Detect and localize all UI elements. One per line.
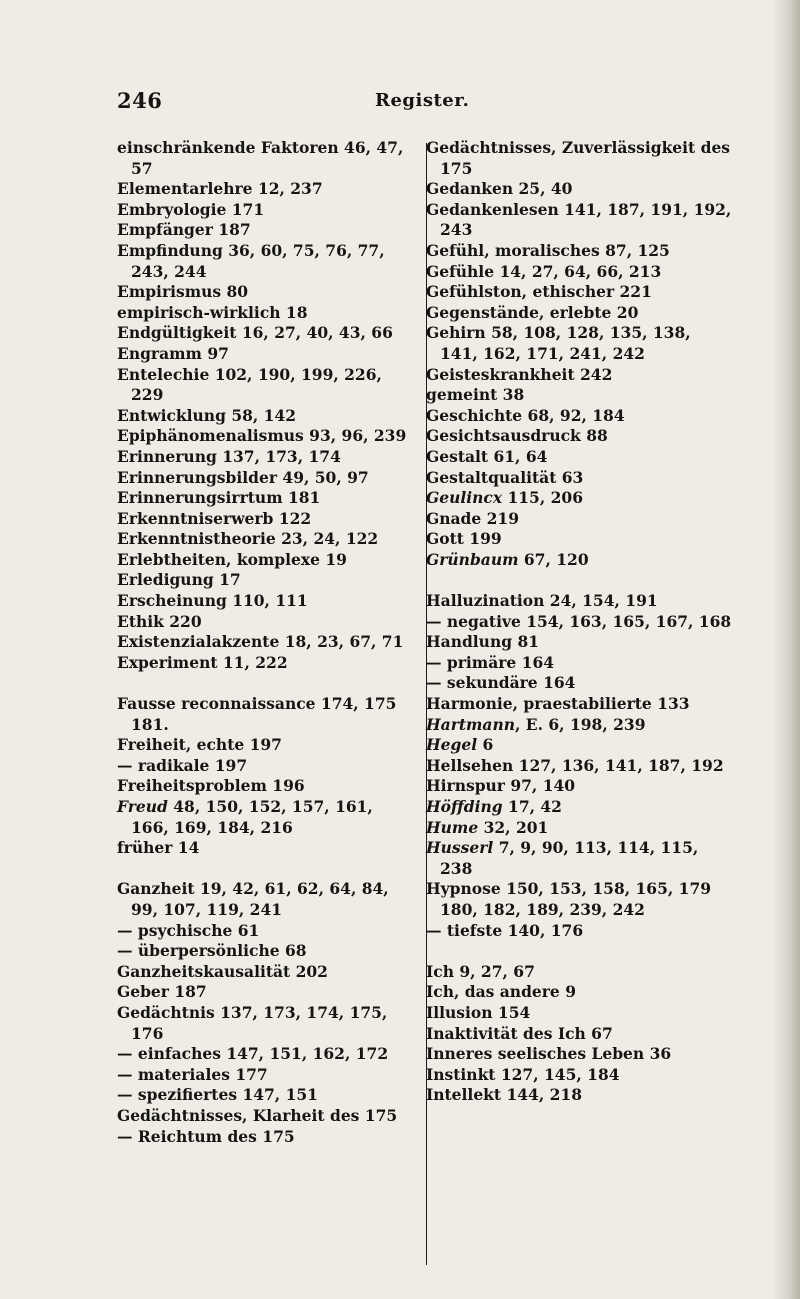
index-entry: [426, 488, 732, 509]
index-entry: [426, 797, 732, 818]
index-entry-text: Erledigung 17: [117, 570, 241, 590]
index-entry-text: Gedächtnisses, Zuverlässigkeit des 175: [426, 138, 731, 178]
index-entry: [426, 179, 732, 200]
index-entry: [117, 838, 409, 859]
index-entry: [117, 570, 409, 591]
index-entry-text: Empirismus 80: [117, 282, 249, 302]
index-entry: [117, 921, 409, 942]
index-entry: [117, 612, 409, 633]
index-entry-person-name: Hegel: [426, 735, 478, 755]
index-entry-text: früher 14: [117, 838, 200, 858]
index-column-right: [426, 138, 732, 1106]
index-entry: [117, 303, 409, 324]
page-header: [117, 88, 697, 118]
index-entry: [117, 962, 409, 983]
index-entry-text: Gedächtnisses, Klarheit des 175: [117, 1105, 398, 1125]
index-entry: [117, 323, 409, 344]
index-entry-text: 6: [477, 735, 494, 755]
index-entry: [426, 1085, 732, 1106]
index-entry: [117, 365, 409, 406]
index-entry: [117, 879, 409, 920]
letter-group-gap: [440, 570, 732, 591]
index-entry: [117, 1106, 409, 1127]
index-entry-text: Gehirn 58, 108, 128, 135, 138, 141, 162, 171, 241, 242: [426, 323, 691, 363]
index-entry-text: Ganzheit 19, 42, 61, 62, 64, 84, 99, 107, 119, 241: [117, 879, 389, 919]
index-entry-text: — radikale 197: [117, 755, 248, 775]
index-entry-text: — sekundäre 164: [426, 673, 576, 693]
index-entry-text: 17, 42: [502, 797, 562, 816]
index-entry-person-name: Geulincx: [426, 488, 503, 508]
index-entry-text: Gnade 219: [426, 508, 519, 528]
index-entry-text: Gegenstände, erlebte 20: [426, 302, 639, 322]
index-entry: [117, 1085, 409, 1106]
index-entry: [426, 735, 732, 756]
index-entry-text: 48, 150, 152, 157, 161, 166, 169, 184, 216: [131, 797, 373, 837]
index-entry: [117, 282, 409, 303]
index-entry-text: Gestaltqualität 63: [426, 467, 584, 487]
page-number: 246: [117, 88, 163, 113]
index-entry: [117, 694, 409, 735]
index-entry: [117, 1127, 409, 1148]
index-entry-text: — Reichtum des 175: [117, 1126, 295, 1146]
index-entry-text: — psychische 61: [117, 920, 260, 940]
index-entry-text: Entwicklung 58, 142: [117, 405, 297, 425]
index-entry-text: Gesichtsausdruck 88: [426, 426, 608, 446]
index-entry: [426, 961, 732, 983]
index-entry: [426, 508, 732, 530]
index-entry-text: Illusion 154: [426, 1002, 531, 1022]
index-entry: [117, 406, 409, 427]
index-entry-text: Erinnerungsirrtum 181: [117, 488, 321, 508]
index-entry-text: Endgültigkeit 16, 27, 40, 43, 66: [117, 323, 393, 343]
index-entry: [117, 344, 409, 365]
index-entry: [426, 611, 732, 633]
index-entry: [426, 426, 732, 447]
index-entry-text: Intellekt 144, 218: [426, 1085, 582, 1105]
index-entry-text: Inaktivität des Ich 67: [426, 1023, 613, 1043]
index-entry-text: Handlung 81: [426, 632, 540, 652]
index-entry: [426, 1044, 732, 1065]
index-entry-person-name: Freud: [117, 797, 168, 816]
index-entry-text: gemeint 38: [426, 385, 525, 405]
index-entry: [426, 673, 732, 694]
index-entry-text: Gefühlston, ethischer 221: [426, 282, 652, 302]
index-entry: [426, 920, 732, 942]
index-entry-text: Freiheit, echte 197: [117, 735, 282, 755]
index-entry-text: 67, 120: [518, 549, 589, 569]
index-entry-text: Experiment 11, 222: [117, 652, 288, 672]
index-entry-text: — tiefste 140, 176: [426, 920, 584, 940]
index-entry-text: Geschichte 68, 92, 184: [426, 405, 625, 425]
index-entry-text: , E. 6, 198, 239: [515, 714, 646, 734]
index-entry-text: Gedankenlesen 141, 187, 191, 192, 243: [426, 199, 732, 240]
index-entry: [426, 240, 732, 262]
index-entry-text: Empfänger 187: [117, 220, 251, 240]
index-entry-text: Hellsehen 127, 136, 141, 187, 192: [426, 755, 724, 775]
index-entry-person-name: Hartmann: [426, 714, 515, 734]
index-entry: [117, 776, 409, 797]
index-entry: [117, 509, 409, 530]
index-entry-text: Empfindung 36, 60, 75, 76, 77, 243, 244: [117, 240, 385, 281]
index-entry-text: Gefühl, moralisches 87, 125: [426, 240, 670, 260]
index-entry: [426, 405, 732, 427]
index-entry: [426, 632, 732, 653]
index-entry: [426, 776, 732, 797]
index-entry: [117, 241, 409, 282]
index-entry: [117, 756, 409, 777]
index-entry-text: Engramm 97: [117, 343, 229, 363]
index-entry-text: Gedächtnis 137, 173, 174, 175, 176: [117, 1002, 388, 1043]
index-column-left: [117, 138, 409, 1147]
index-entry-text: empirisch-wirklich 18: [117, 302, 308, 322]
index-entry: [117, 529, 409, 550]
index-entry: [426, 323, 732, 364]
index-entry: [117, 1003, 409, 1044]
index-entry-text: Harmonie, praestabilierte 133: [426, 694, 690, 714]
index-entry: [117, 632, 409, 653]
index-entry: [426, 446, 732, 468]
index-entry-text: — primäre 164: [426, 652, 555, 672]
index-entry-text: Epiphänomenalismus 93, 96, 239: [117, 426, 407, 446]
index-entry-text: Erinnerung 137, 173, 174: [117, 446, 341, 466]
index-entry: [426, 261, 732, 283]
index-entry: [117, 941, 409, 962]
letter-group-gap: [117, 673, 409, 694]
index-entry-text: Freiheitsproblem 196: [117, 776, 305, 796]
index-entry: [426, 385, 732, 406]
index-entry-text: Ethik 220: [117, 611, 202, 631]
index-entry: [426, 694, 732, 715]
index-entry-text: — negative 154, 163, 165, 167, 168: [426, 611, 732, 631]
index-entry-text: — spezifiertes 147, 151: [117, 1085, 318, 1105]
page-edge-shadow: [772, 0, 800, 1299]
index-entry: [117, 982, 409, 1003]
index-entry-text: 7, 9, 90, 113, 114, 115, 238: [440, 838, 699, 878]
index-entry-text: Gefühle 14, 27, 64, 66, 213: [426, 261, 662, 281]
index-entry: [426, 302, 732, 324]
index-entry-text: Erscheinung 110, 111: [117, 591, 308, 611]
index-entry: [117, 735, 409, 756]
index-entry-text: Fausse reconnaissance 174, 175 181.: [117, 694, 397, 734]
index-entry-text: Erkenntniserwerb 122: [117, 508, 312, 528]
index-entry-text: einschränkende Faktoren 46, 47, 57: [117, 138, 404, 178]
index-entry: [117, 591, 409, 612]
index-entry-person-name: Höffding: [426, 797, 503, 816]
index-entry-text: Embryologie 171: [117, 199, 265, 219]
index-entry: [426, 282, 732, 303]
index-entry-text: Ganzheitskausalität 202: [117, 961, 328, 981]
index-entry: [426, 1064, 732, 1086]
index-entry: [117, 426, 409, 447]
index-entry: [426, 549, 732, 571]
index-entry-text: Existenzialakzente 18, 23, 67, 71: [117, 632, 404, 652]
index-entry-text: Erlebtheiten, komplexe 19: [117, 549, 347, 569]
index-entry-text: — überpersönliche 68: [117, 941, 307, 961]
index-entry-text: Gedanken 25, 40: [426, 179, 573, 199]
index-entry-text: Geber 187: [117, 982, 207, 1002]
index-entry: [117, 1065, 409, 1086]
index-entry: [117, 797, 409, 838]
index-entry: [117, 200, 409, 221]
index-entry-text: Geisteskrankheit 242: [426, 364, 613, 384]
index-entry-text: Inneres seelisches Leben 36: [426, 1044, 672, 1064]
index-entry-text: Elementarlehre 12, 237: [117, 179, 323, 199]
index-entry-person-name: Grünbaum: [426, 549, 519, 569]
index-entry: [117, 488, 409, 509]
index-entry: [426, 714, 732, 736]
index-entry: [117, 138, 409, 179]
index-entry-text: Erinnerungsbilder 49, 50, 97: [117, 467, 369, 487]
index-entry-text: Entelechie 102, 190, 199, 226, 229: [117, 364, 382, 405]
index-entry: [426, 529, 732, 550]
index-entry-text: — materiales 177: [117, 1064, 268, 1084]
index-entry: [426, 467, 732, 489]
index-entry-text: 115, 206: [502, 488, 583, 508]
index-entry: [426, 591, 732, 612]
index-entry: [426, 838, 732, 879]
index-entry: [117, 653, 409, 674]
index-entry-text: Ich, das andere 9: [426, 982, 576, 1002]
index-entry: [117, 179, 409, 200]
index-entry: [426, 652, 732, 674]
index-entry: [426, 1002, 732, 1024]
index-entry-text: Instinkt 127, 145, 184: [426, 1064, 620, 1084]
index-entry: [117, 468, 409, 489]
index-entry: [426, 1023, 732, 1045]
index-entry-text: 32, 201: [478, 817, 549, 837]
index-entry-text: — einfaches 147, 151, 162, 172: [117, 1044, 389, 1064]
index-entry: [426, 364, 732, 386]
index-entry: [117, 1044, 409, 1065]
index-entry-text: Gestalt 61, 64: [426, 446, 548, 466]
index-entry: [426, 755, 732, 777]
index-entry: [426, 982, 732, 1003]
letter-group-gap: [440, 941, 732, 962]
index-entry: [426, 817, 732, 839]
index-entry-text: Hypnose 150, 153, 158, 165, 179 180, 182, 189, 239, 242: [426, 879, 712, 919]
page-title: Register.: [375, 90, 470, 111]
index-entry-person-name: Hume: [426, 817, 479, 837]
index-entry: [117, 220, 409, 241]
index-entry: [117, 550, 409, 571]
index-entry-text: Halluzination 24, 154, 191: [426, 591, 658, 611]
index-entry-text: Hirnspur 97, 140: [426, 776, 576, 796]
index-entry-text: Ich 9, 27, 67: [426, 961, 535, 981]
letter-group-gap: [117, 859, 409, 880]
index-entry: [426, 879, 732, 920]
index-entry-text: Erkenntnistheorie 23, 24, 122: [117, 529, 379, 549]
index-entry-person-name: Husserl: [426, 838, 494, 858]
index-entry: [426, 199, 732, 241]
index-entry: [117, 447, 409, 468]
index-entry-text: Gott 199: [426, 529, 502, 549]
index-entry: [426, 138, 732, 179]
